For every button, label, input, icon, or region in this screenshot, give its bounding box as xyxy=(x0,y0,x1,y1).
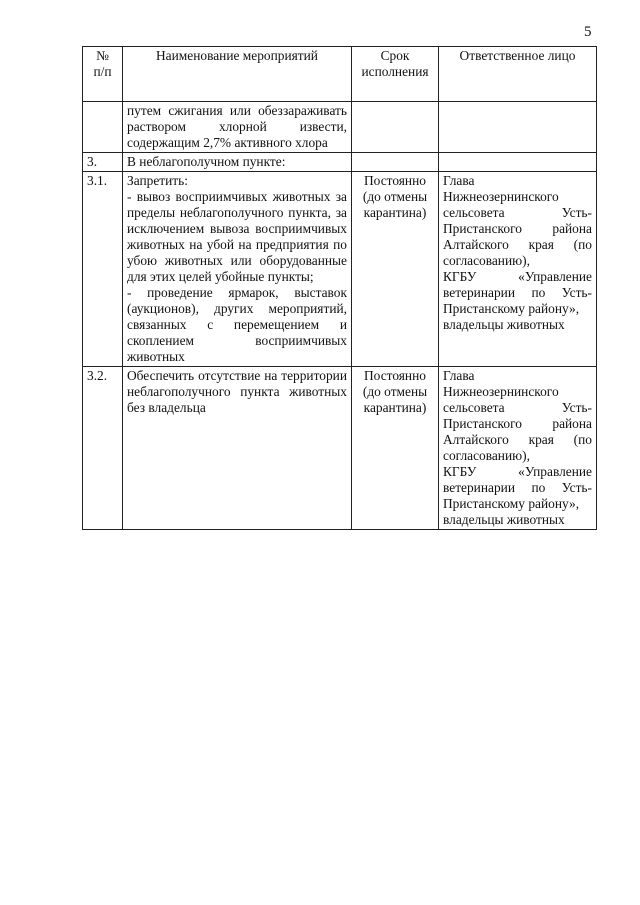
cell-responsible xyxy=(439,153,597,172)
section-title: В неблагополучном пункте: xyxy=(123,153,352,172)
table-row xyxy=(83,367,597,530)
row-responsible: Глава Нижнеозернинского сельсовета Усть-Пристанского района Алтайского края (по согласованию), КГБУ «Управление ветеринарии по Усть-Пристанскому району», владельцы животных xyxy=(439,367,597,530)
row-term: Постоянно (до отмены карантина) xyxy=(352,172,439,367)
row-measure-name: Обеспечить отсутствие на территории неблагополучного пункта животных без владельца xyxy=(123,367,352,530)
table-row-section xyxy=(83,153,597,172)
row-term: Постоянно (до отмены карантина) xyxy=(352,367,439,530)
measures-table xyxy=(82,46,597,530)
table-header-row xyxy=(83,47,597,102)
row-responsible: Глава Нижнеозернинского сельсовета Усть-Пристанского района Алтайского края (по согласованию), КГБУ «Управление ветеринарии по Усть-Пристанскому району», владельцы животных xyxy=(439,172,597,367)
table-row-continuation xyxy=(83,102,597,153)
header-term: Срок исполнения xyxy=(352,47,439,102)
header-measure-name: Наименование мероприятий xyxy=(123,47,352,102)
page-number: 5 xyxy=(584,24,592,40)
header-number: № п/п xyxy=(83,47,123,102)
row-number: 3.2. xyxy=(83,367,123,530)
cell-measure-name: путем сжигания или обеззараживать раствором хлорной извести, содержащим 2,7% активного хлора xyxy=(123,102,352,153)
table-row xyxy=(83,172,597,367)
section-number: 3. xyxy=(83,153,123,172)
cell-term xyxy=(352,153,439,172)
cell-term xyxy=(352,102,439,153)
cell-responsible xyxy=(439,102,597,153)
row-measure-name: Запретить: - вывоз восприимчивых животных за пределы неблагополучного пункта, за исключением вывоза восприимчивых животных на убой на предприятия по убою животных или оборудованные для этих целей убойные пункты; - проведение ярмарок, выставок (аукционов), других мероприятий, связанных с перемещением и скоплением восприимчивых животных xyxy=(123,172,352,367)
header-responsible: Ответственное лицо xyxy=(439,47,597,102)
row-number: 3.1. xyxy=(83,172,123,367)
cell-number xyxy=(83,102,123,153)
